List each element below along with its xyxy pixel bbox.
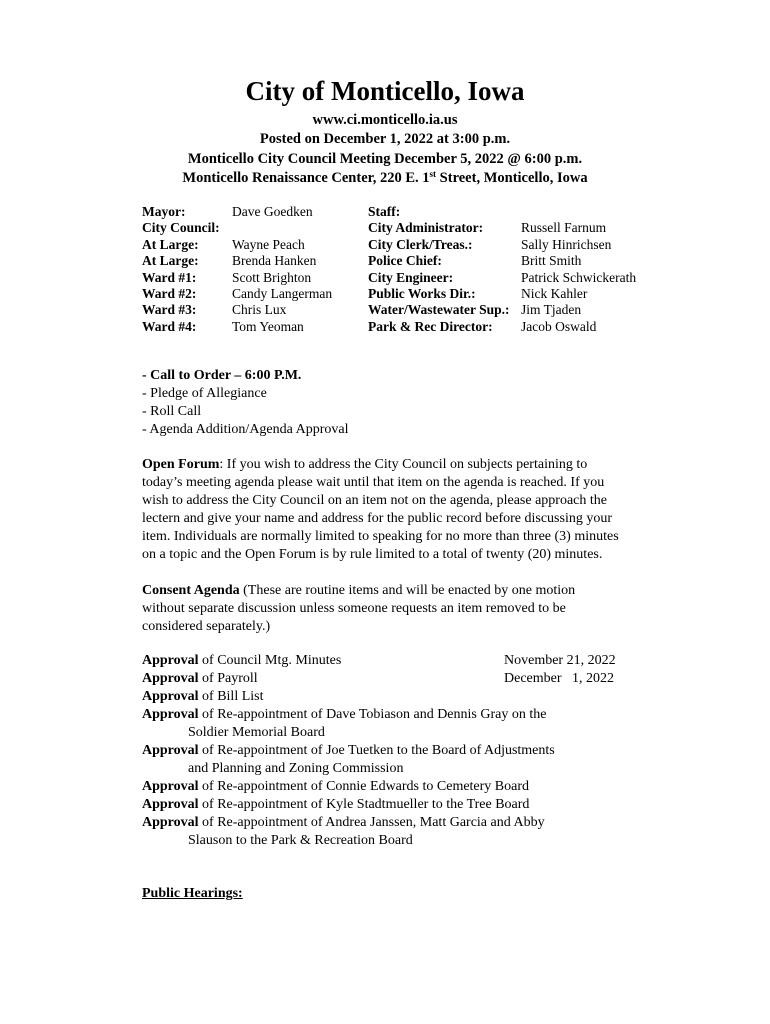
open-forum-text: : If you wish to address the City Council on subjects pertaining to [219, 457, 588, 472]
council-name [232, 220, 332, 236]
council-role: Ward #1: [142, 269, 197, 285]
open-forum-text: today’s meeting agenda please wait until that item on the agenda is reached. If you [142, 475, 605, 490]
list-item-continuation: and Planning and Zoning Commission [188, 761, 404, 776]
list-item: Approval of Re-appointment of Dave Tobiason and Dennis Gray on the [142, 707, 547, 722]
staff-name: Jim Tjaden [521, 302, 582, 318]
staff-roles [368, 204, 510, 335]
staff-role: Park & Rec Director: [368, 318, 493, 334]
list-item: Approval of Payroll [142, 671, 258, 686]
council-name: Scott Brighton [232, 269, 312, 285]
call-to-order: - Call to Order – 6:00 P.M. [142, 368, 302, 383]
council-role: At Large: [142, 236, 199, 252]
payroll-date: December 1, 2022 [504, 671, 615, 686]
staff-name: Britt Smith [521, 253, 582, 269]
open-forum-text: item. Individuals are normally limited to speaking for no more than three (3) minutes [142, 529, 619, 544]
council-name: Dave Goedken [232, 204, 313, 219]
council-role: Ward #4: [142, 318, 197, 334]
consent-label: Consent Agenda [142, 583, 240, 598]
open-forum-section [142, 456, 662, 564]
minutes-date: November 21, 2022 [504, 653, 616, 668]
council-name: Brenda Hanken [232, 253, 317, 269]
page-title: City of Monticello, Iowa [245, 76, 525, 106]
council-role: Ward #3: [142, 302, 197, 318]
meeting-location: Monticello Renaissance Center, 220 E. 1st Street, Monticello, Iowa [182, 169, 588, 186]
order-item: - Roll Call [142, 404, 202, 419]
staff-name: Nick Kahler [521, 285, 588, 301]
order-item: - Pledge of Allegiance [142, 386, 267, 401]
order-section [142, 367, 662, 439]
council-role: At Large: [142, 253, 199, 269]
staff-role: Police Chief: [368, 253, 442, 269]
council-name: Wayne Peach [232, 236, 305, 252]
list-item-continuation: Slauson to the Park & Recreation Board [188, 833, 413, 848]
council-roles [142, 204, 220, 335]
consent-section [142, 582, 662, 636]
staff-name: Russell Farnum [521, 220, 607, 236]
council-role: Mayor: [142, 204, 186, 219]
council-role: Ward #2: [142, 285, 197, 301]
public-hearings-heading: Public Hearings: [142, 886, 243, 901]
list-item: Approval of Re-appointment of Kyle Stadtmueller to the Tree Board [142, 797, 530, 812]
consent-text: (These are routine items and will be enacted by one motion [239, 583, 576, 598]
open-forum-text: lectern and give your name and address for the public record before discussing your [142, 511, 613, 526]
staff-role: City Clerk/Treas.: [368, 236, 473, 252]
list-item: Approval of Re-appointment of Joe Tuetken to the Board of Adjustments [142, 743, 555, 758]
open-forum-text: on a topic and the Open Forum is by rule limited to a total of twenty (20) minutes. [142, 547, 603, 562]
open-forum-label: Open Forum [142, 457, 220, 472]
list-item: Approval of Re-appointment of Andrea Janssen, Matt Garcia and Abby [142, 815, 545, 830]
list-item-continuation: Soldier Memorial Board [188, 725, 325, 740]
council-name: Tom Yeoman [232, 318, 304, 334]
staff-role: City Engineer: [368, 269, 454, 285]
staff-name: Jacob Oswald [521, 318, 597, 334]
order-item: - Agenda Addition/Agenda Approval [142, 422, 349, 437]
website: www.ci.monticello.ia.us [312, 112, 458, 128]
staff-role: Public Works Dir.: [368, 285, 476, 301]
staff-name: Sally Hinrichsen [521, 236, 612, 252]
list-item: Approval of Bill List [142, 689, 264, 704]
posted-date: Posted on December 1, 2022 at 3:00 p.m. [259, 131, 511, 147]
council-names [232, 204, 332, 335]
meeting-info: Monticello City Council Meeting December 5, 2022 @ 6:00 p.m. [187, 151, 583, 167]
staff-name [521, 204, 636, 220]
consent-text: considered separately.) [142, 619, 271, 634]
staff-names [521, 204, 636, 335]
consent-text: without separate discussion unless someone requests an item removed to be [142, 601, 566, 616]
council-name: Chris Lux [232, 302, 287, 318]
staff-name: Patrick Schwickerath [521, 269, 637, 285]
council-name: Candy Langerman [232, 285, 333, 301]
list-item: Approval of Council Mtg. Minutes [142, 653, 342, 668]
staff-role: Staff: [368, 204, 401, 219]
open-forum-text: wish to address the City Council on an item not on the agenda, please approach the [142, 493, 607, 508]
staff-role: Water/Wastewater Sup.: [368, 302, 510, 318]
council-role: City Council: [142, 220, 220, 236]
list-item: Approval of Re-appointment of Connie Edwards to Cemetery Board [142, 779, 530, 794]
staff-role: City Administrator: [368, 220, 484, 236]
